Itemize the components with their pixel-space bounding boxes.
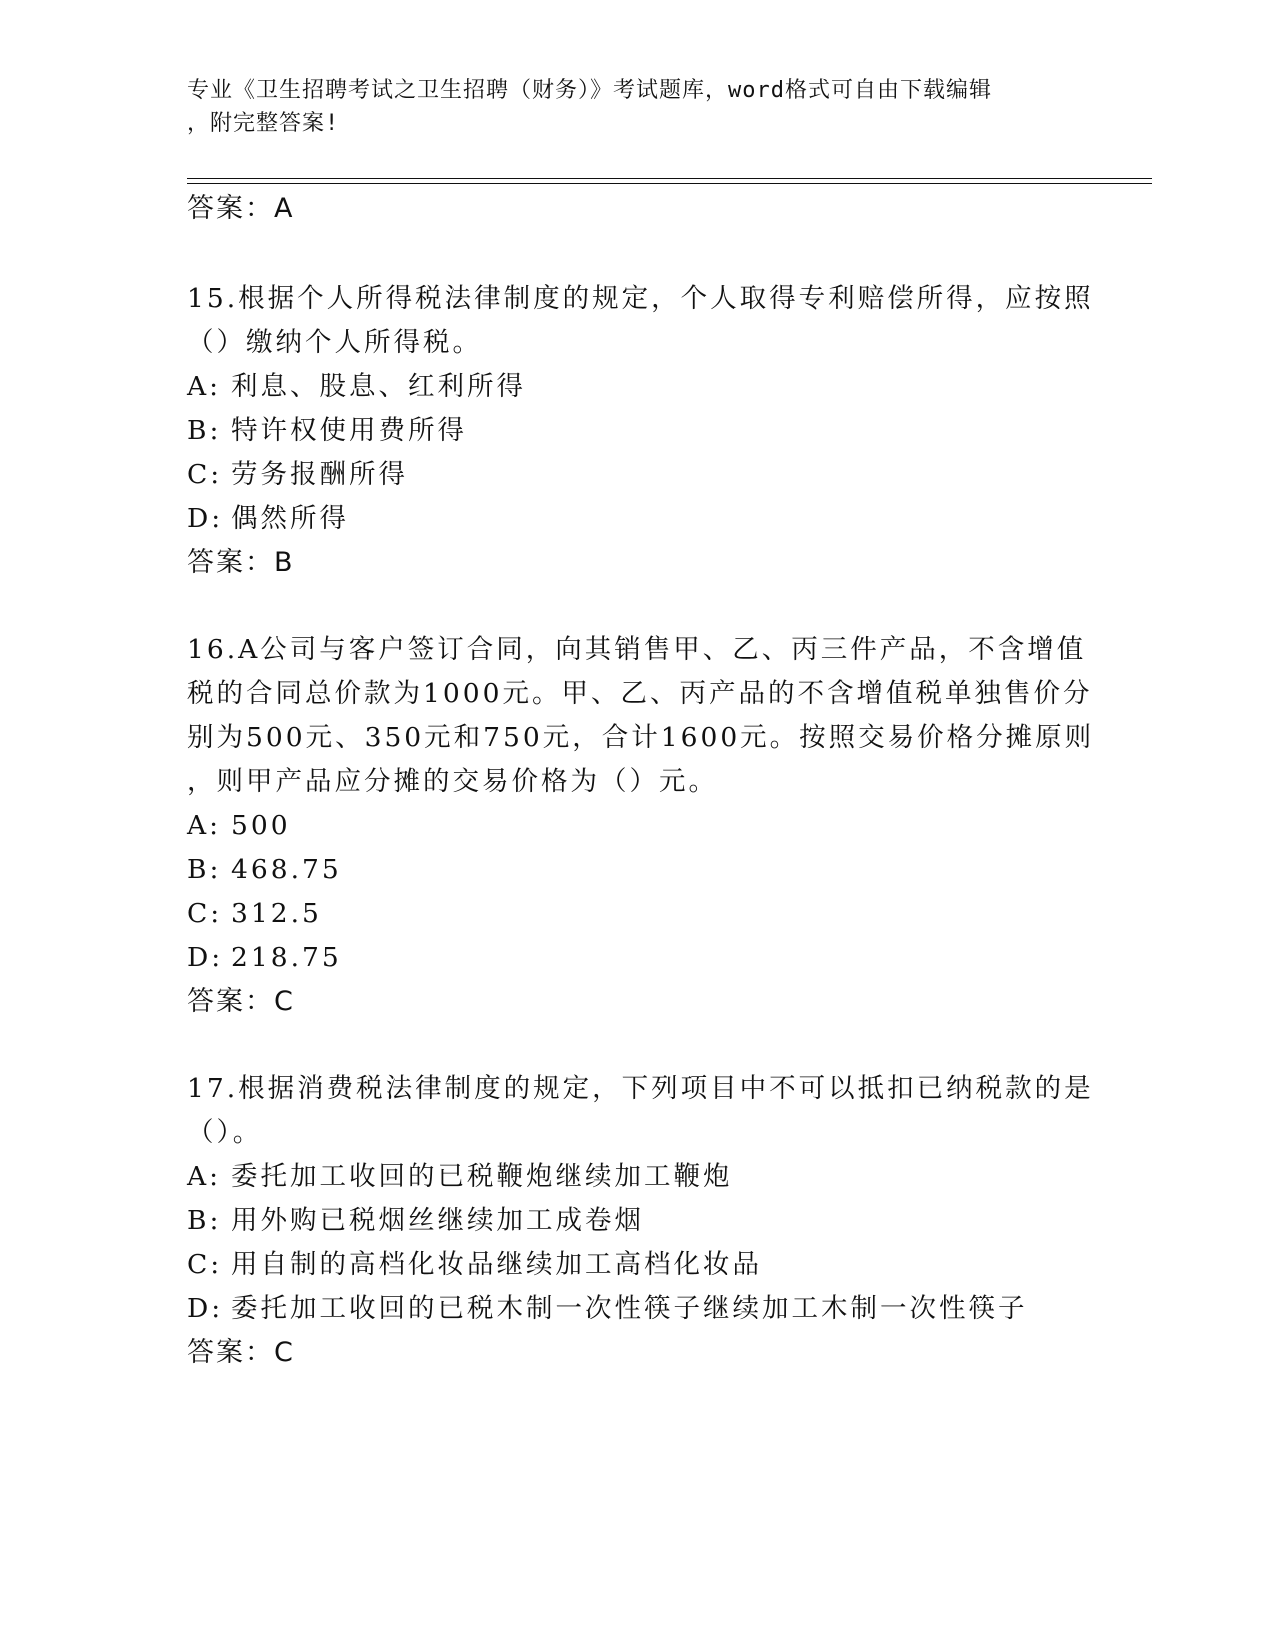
question-stem-line: 17.根据消费税法律制度的规定，下列项目中不可以抵扣已纳税款的是 [187, 1073, 1094, 1104]
option-b [187, 852, 342, 888]
question-stem-line: ，则甲产品应分摊的交易价格为（）元。 [187, 766, 718, 797]
header-divider-top [187, 178, 1152, 179]
option-text: 委托加工收回的已税木制一次性筷子继续加工木制一次性筷子 [231, 1293, 1028, 1324]
answer: 答案：C [187, 986, 295, 1017]
document-header [187, 74, 1067, 140]
question-stem-line: 税的合同总价款为1000元。甲、乙、丙产品的不含增值税单独售价分 [187, 678, 1093, 709]
option-a [187, 1159, 733, 1195]
header-line-1: 专业《卫生招聘考试之卫生招聘（财务）》考试题库，word格式可自由下载编辑 [187, 78, 992, 103]
option-d [187, 940, 342, 976]
option-text: 偶然所得 [231, 503, 349, 534]
option-letter: A: [187, 1161, 222, 1192]
option-letter: A: [187, 371, 222, 402]
header-line-2: ，附完整答案! [187, 111, 340, 136]
option-letter: D: [187, 503, 224, 534]
option-letter: D: [187, 1293, 224, 1324]
option-b [187, 1203, 644, 1239]
option-text: 218.75 [231, 942, 342, 973]
previous-answer: 答案：A [187, 193, 295, 224]
answer: 答案：C [187, 1337, 295, 1368]
option-b [187, 413, 467, 449]
question-stem-line: （）。 [187, 1117, 263, 1148]
option-c [187, 457, 408, 493]
option-text: 用自制的高档化妆品继续加工高档化妆品 [231, 1249, 762, 1280]
option-letter: D: [187, 942, 224, 973]
answer: 答案：B [187, 547, 295, 578]
option-letter: B: [187, 854, 222, 885]
option-a [187, 369, 526, 405]
header-divider-bottom [187, 183, 1152, 184]
option-d [187, 501, 349, 537]
option-letter: C: [187, 1249, 223, 1280]
option-text: 利息、股息、红利所得 [231, 371, 526, 402]
option-letter: C: [187, 898, 223, 929]
question-stem-line: 15.根据个人所得税法律制度的规定，个人取得专利赔偿所得，应按照 [187, 283, 1094, 314]
option-text: 312.5 [231, 898, 322, 929]
option-text: 委托加工收回的已税鞭炮继续加工鞭炮 [231, 1161, 733, 1192]
question-stem-line: 16.A公司与客户签订合同，向其销售甲、乙、丙三件产品，不含增值 [187, 634, 1087, 665]
option-text: 特许权使用费所得 [231, 415, 467, 446]
question-stem-line: 别为500元、350元和750元，合计1600元。按照交易价格分摊原则 [187, 722, 1095, 753]
option-letter: B: [187, 415, 222, 446]
question-stem-line: （）缴纳个人所得税。 [187, 327, 482, 358]
option-text: 500 [231, 810, 291, 841]
option-letter: A: [187, 810, 222, 841]
option-text: 468.75 [231, 854, 342, 885]
option-c [187, 896, 322, 932]
option-c [187, 1247, 762, 1283]
option-text: 用外购已税烟丝继续加工成卷烟 [231, 1205, 644, 1236]
option-letter: B: [187, 1205, 222, 1236]
option-a [187, 808, 291, 844]
option-d [187, 1291, 1028, 1327]
option-text: 劳务报酬所得 [231, 459, 408, 490]
option-letter: C: [187, 459, 223, 490]
